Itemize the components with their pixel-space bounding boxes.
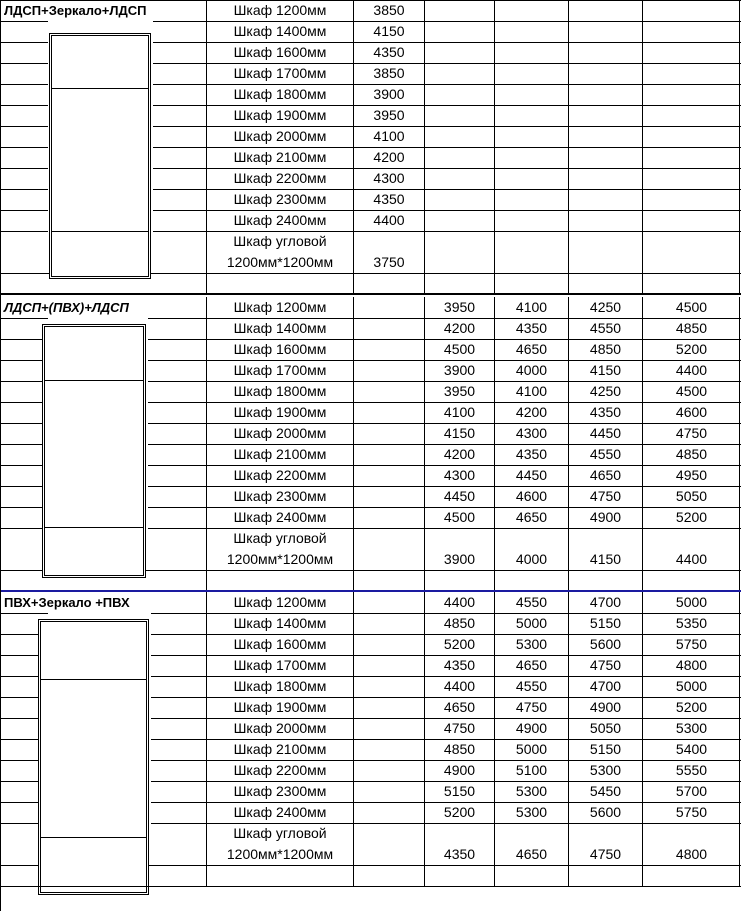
grid-line (424, 0, 425, 294)
price-cell: 4650 (515, 341, 548, 357)
price-cell: 4250 (589, 383, 622, 399)
price-cell: 4100 (443, 404, 476, 420)
price-cell: 4100 (515, 299, 548, 315)
price-cell: 5150 (589, 615, 622, 631)
price-cell: 4500 (675, 383, 708, 399)
price-cell: 4350 (515, 446, 548, 462)
price-cell: 4600 (515, 488, 548, 504)
product-name: Шкаф 2400мм (233, 509, 327, 525)
price-cell: 5000 (515, 741, 548, 757)
product-name: Шкаф 2000мм (233, 128, 327, 144)
price-cell: 5300 (589, 762, 622, 778)
price-cell: 5000 (675, 594, 708, 610)
grid-line (642, 0, 643, 294)
corner-price-cell: 4150 (589, 551, 622, 567)
price-cell: 3850 (373, 65, 405, 81)
section-title: ЛДСП+Зеркало+ЛДСП (4, 3, 147, 18)
price-cell: 4850 (443, 615, 476, 631)
grid-line (353, 592, 354, 886)
corner-price-cell: 4650 (515, 846, 548, 862)
price-cell: 5000 (515, 615, 548, 631)
corner-price-cell: 4400 (675, 551, 708, 567)
product-name: Шкаф 2100мм (233, 149, 327, 165)
door-panel-divider (41, 679, 146, 680)
price-cell: 4100 (515, 383, 548, 399)
section-divider (0, 293, 741, 295)
price-cell: 4750 (675, 425, 708, 441)
price-cell: 5550 (675, 762, 708, 778)
price-cell: 5050 (675, 488, 708, 504)
wardrobe-door-drawing (42, 324, 146, 578)
price-cell: 4800 (675, 657, 708, 673)
door-panel-divider (52, 231, 148, 232)
section-title: ЛДСП+(ПВХ)+ЛДСП (4, 300, 129, 315)
price-cell: 3900 (443, 362, 476, 378)
price-cell: 5200 (675, 509, 708, 525)
price-cell: 5200 (443, 804, 476, 820)
door-panel-divider (45, 527, 143, 528)
price-cell: 5300 (675, 720, 708, 736)
price-cell: 4700 (589, 678, 622, 694)
price-cell: 4250 (589, 299, 622, 315)
price-cell: 4700 (589, 594, 622, 610)
product-name: Шкаф 1800мм (233, 678, 327, 694)
product-name: Шкаф 2200мм (233, 467, 327, 483)
price-cell: 3950 (443, 299, 476, 315)
price-cell: 4850 (675, 446, 708, 462)
grid-line (0, 318, 48, 319)
product-name: Шкаф 1700мм (233, 65, 327, 81)
corner-name-line1: Шкаф угловой (233, 233, 327, 249)
price-cell: 4450 (443, 488, 476, 504)
grid-line (494, 0, 495, 294)
price-cell: 5150 (589, 741, 622, 757)
price-cell: 5750 (675, 636, 708, 652)
price-cell: 4350 (373, 191, 405, 207)
corner-price-cell: 4000 (515, 551, 548, 567)
price-cell: 5300 (515, 783, 548, 799)
price-cell: 4400 (443, 678, 476, 694)
product-name: Шкаф 1600мм (233, 636, 327, 652)
price-cell: 5400 (675, 741, 708, 757)
price-cell: 4500 (443, 509, 476, 525)
price-cell: 5350 (675, 615, 708, 631)
product-name: Шкаф 1900мм (233, 107, 327, 123)
price-cell: 4400 (373, 212, 405, 228)
price-cell: 4500 (675, 299, 708, 315)
grid-line (0, 381, 48, 382)
price-cell: 5200 (675, 341, 708, 357)
grid-line (0, 210, 48, 211)
product-name: Шкаф 2000мм (233, 720, 327, 736)
door-panel-divider (52, 88, 148, 89)
product-name: Шкаф 2100мм (233, 741, 327, 757)
price-cell: 4550 (589, 446, 622, 462)
price-cell: 4350 (515, 320, 548, 336)
price-cell: 4350 (443, 657, 476, 673)
product-name: Шкаф 1800мм (233, 383, 327, 399)
corner-name-line1: Шкаф угловой (233, 530, 327, 546)
price-cell: 4850 (675, 320, 708, 336)
price-cell: 4150 (443, 425, 476, 441)
price-cell: 4200 (443, 446, 476, 462)
price-cell: 4850 (443, 741, 476, 757)
price-cell: 4150 (589, 362, 622, 378)
price-cell: 4000 (515, 362, 548, 378)
price-cell: 4450 (515, 467, 548, 483)
corner-name-line2: 1200мм*1200мм (226, 551, 334, 567)
grid-line (0, 0, 1, 911)
product-name: Шкаф 1200мм (233, 2, 327, 18)
price-cell: 4200 (443, 320, 476, 336)
price-cell: 5200 (675, 699, 708, 715)
grid-line (0, 339, 48, 340)
grid-line (0, 528, 48, 529)
grid-line (0, 126, 48, 127)
price-cell: 5600 (589, 636, 622, 652)
price-cell: 4200 (515, 404, 548, 420)
product-name: Шкаф 1200мм (233, 299, 327, 315)
product-name: Шкаф 1400мм (233, 615, 327, 631)
price-cell: 4100 (373, 128, 405, 144)
price-cell: 3900 (373, 86, 405, 102)
corner-name-line1: Шкаф угловой (233, 825, 327, 841)
grid-line (0, 402, 48, 403)
grid-line (0, 360, 48, 361)
price-cell: 4350 (373, 44, 405, 60)
wardrobe-door-drawing (38, 619, 149, 895)
price-cell: 5300 (515, 636, 548, 652)
price-cell: 3950 (443, 383, 476, 399)
product-name: Шкаф 2300мм (233, 783, 327, 799)
price-cell: 4900 (515, 720, 548, 736)
price-cell: 4850 (589, 341, 622, 357)
price-cell: 4550 (589, 320, 622, 336)
product-name: Шкаф 1700мм (233, 657, 327, 673)
price-cell: 5150 (443, 783, 476, 799)
price-cell: 4200 (373, 149, 405, 165)
product-name: Шкаф 1900мм (233, 404, 327, 420)
price-cell: 4650 (443, 699, 476, 715)
price-cell: 3950 (373, 107, 405, 123)
price-cell: 5100 (515, 762, 548, 778)
grid-line (0, 507, 48, 508)
price-cell: 5600 (589, 804, 622, 820)
corner-price-cell: 3900 (443, 551, 476, 567)
product-name: Шкаф 1600мм (233, 44, 327, 60)
price-cell: 4950 (675, 467, 708, 483)
product-name: Шкаф 2200мм (233, 762, 327, 778)
product-name: Шкаф 2400мм (233, 212, 327, 228)
product-name: Шкаф 1200мм (233, 594, 327, 610)
section-title: ПВХ+Зеркало +ПВХ (4, 595, 130, 610)
grid-line (0, 423, 48, 424)
price-cell: 4450 (589, 425, 622, 441)
corner-price-cell: 4750 (589, 846, 622, 862)
corner-price-cell: 4350 (443, 846, 476, 862)
product-name: Шкаф 2300мм (233, 488, 327, 504)
corner-name-line2: 1200мм*1200мм (226, 846, 334, 862)
door-panel-divider (45, 380, 143, 381)
grid-line (0, 168, 48, 169)
price-cell: 4750 (589, 488, 622, 504)
price-cell: 4600 (675, 404, 708, 420)
price-cell: 4900 (589, 699, 622, 715)
grid-line (0, 886, 741, 887)
grid-line (0, 21, 48, 22)
price-cell: 4400 (675, 362, 708, 378)
price-cell: 4650 (515, 509, 548, 525)
price-cell: 4650 (515, 657, 548, 673)
grid-line (0, 486, 48, 487)
grid-line (0, 147, 48, 148)
product-name: Шкаф 1600мм (233, 341, 327, 357)
price-cell: 4650 (589, 467, 622, 483)
price-cell: 4550 (515, 594, 548, 610)
door-panel-divider (41, 837, 146, 838)
price-cell: 4900 (443, 762, 476, 778)
price-cell: 4300 (515, 425, 548, 441)
wardrobe-door-drawing (49, 33, 151, 279)
corner-price-cell: 3750 (373, 254, 405, 270)
grid-line (0, 105, 48, 106)
grid-line (0, 465, 48, 466)
grid-line (0, 84, 48, 85)
price-cell: 4300 (443, 467, 476, 483)
product-name: Шкаф 1400мм (233, 23, 327, 39)
price-cell: 5300 (515, 804, 548, 820)
price-cell: 3850 (373, 2, 405, 18)
price-cell: 5450 (589, 783, 622, 799)
product-name: Шкаф 2000мм (233, 425, 327, 441)
grid-line (0, 0, 741, 1)
price-cell: 4350 (589, 404, 622, 420)
price-cell: 4750 (443, 720, 476, 736)
price-cell: 4300 (373, 170, 405, 186)
product-name: Шкаф 1900мм (233, 699, 327, 715)
product-name: Шкаф 2400мм (233, 804, 327, 820)
grid-line (0, 231, 48, 232)
product-name: Шкаф 2300мм (233, 191, 327, 207)
product-name: Шкаф 2200мм (233, 170, 327, 186)
grid-line (0, 42, 48, 43)
grid-line (568, 0, 569, 294)
price-cell: 5200 (443, 636, 476, 652)
price-cell: 4400 (443, 594, 476, 610)
price-cell: 4550 (515, 678, 548, 694)
price-cell: 5000 (675, 678, 708, 694)
grid-line (0, 189, 48, 190)
product-name: Шкаф 2100мм (233, 446, 327, 462)
price-cell: 5750 (675, 804, 708, 820)
price-cell: 4150 (373, 23, 405, 39)
grid-line (353, 297, 354, 591)
price-cell: 4750 (589, 657, 622, 673)
price-cell: 4750 (515, 699, 548, 715)
grid-line (0, 63, 48, 64)
grid-line (0, 444, 48, 445)
grid-line (739, 0, 740, 294)
product-name: Шкаф 1700мм (233, 362, 327, 378)
grid-line (0, 613, 48, 614)
price-cell: 4900 (589, 509, 622, 525)
corner-name-line2: 1200мм*1200мм (226, 254, 334, 270)
product-name: Шкаф 1400мм (233, 320, 327, 336)
price-cell: 5050 (589, 720, 622, 736)
price-cell: 4500 (443, 341, 476, 357)
product-name: Шкаф 1800мм (233, 86, 327, 102)
corner-price-cell: 4800 (675, 846, 708, 862)
price-cell: 5700 (675, 783, 708, 799)
